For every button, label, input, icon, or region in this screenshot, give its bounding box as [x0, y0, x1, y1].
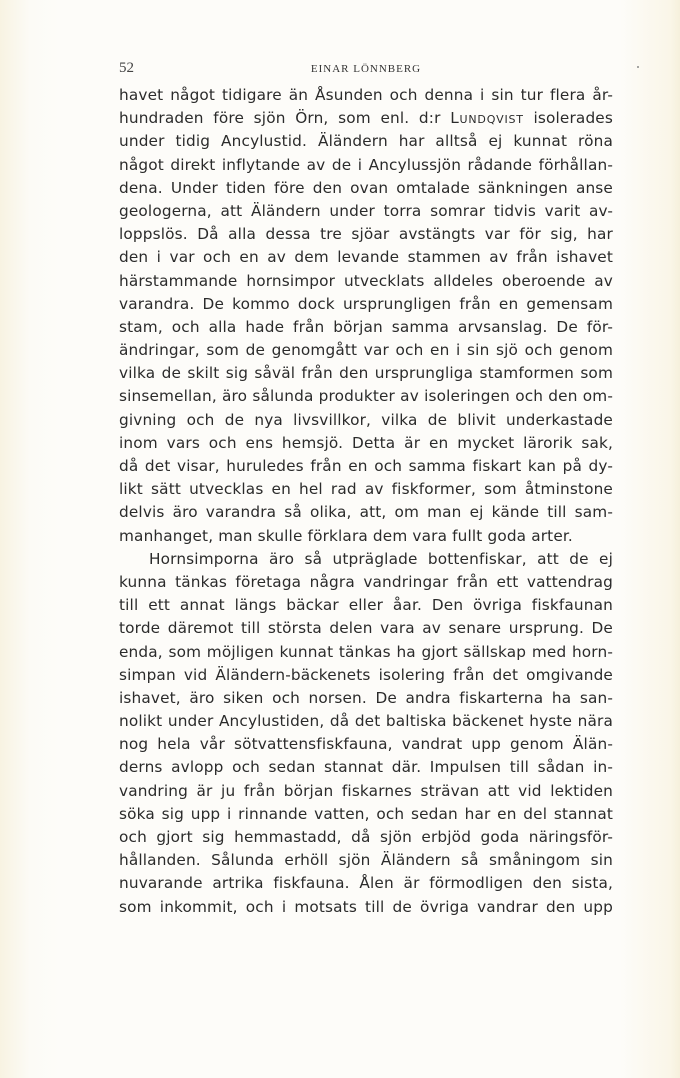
text-line: söka sig upp i rinnande vatten, och sedan har en del stannat [119, 804, 613, 823]
text-line: derns avlopp och sedan stannat där. Impulsen till sådan in- [119, 758, 613, 777]
text-line: den i var och en av dem levande stammen av från ishavet [119, 248, 613, 267]
text-line: ishavet, äro siken och norsen. De andra fiskarterna ha san- [119, 688, 613, 707]
text-line: nolikt under Ancylustiden, då det baltiska bäckenet hyste nära [119, 712, 613, 731]
text-line: något direkt inflytande av de i Ancylussjön rådande förhållan- [119, 155, 613, 174]
text-line: ändringar, som de genomgått var och en i sin sjö och genom [119, 341, 613, 360]
author-name-smallcaps: Lundqvist [450, 109, 524, 128]
text-line: vilka de skilt sig såväl från den ursprungliga stamformen som [119, 364, 613, 383]
text-line: simpan vid Äländern-bäckenets isolering från det omgivande [119, 665, 613, 684]
page-number: 52 [119, 60, 134, 76]
text-line: som inkommit, och i motsats till de övriga vandrar den upp [119, 897, 613, 916]
text-line: havet något tidigare än Åsunden och denna i sin tur flera år- [119, 86, 613, 104]
text-line: inom vars och ens hemsjö. Detta är en mycket lärorik sak, [119, 433, 613, 452]
text-line: sinsemellan, äro sålunda produkter av isoleringen och den om- [119, 387, 613, 406]
text-line-with-smallcaps [119, 107, 613, 130]
text-line: givning och de nya livsvillkor, vilka de blivit underkastade [119, 410, 613, 429]
page-speck [637, 66, 639, 68]
text-line: delvis äro varandra så olika, att, om man ej kände till sam- [119, 503, 613, 522]
text-line: till ett annat längs bäckar eller åar. Den övriga fiskfaunan [119, 596, 613, 615]
text-line: och gjort sig hemmastadd, då sjön erbjöd goda näringsför- [119, 828, 613, 846]
text-segment: isolerades [523, 109, 613, 128]
text-line: då det visar, huruledes från en och samma fiskart kan på dy- [119, 457, 613, 475]
text-line: dena. Under tiden före den ovan omtalade sänkningen anse [119, 178, 613, 197]
text-line: stam, och alla hade från början samma arvsanslag. De för- [119, 317, 613, 336]
text-line-paragraph-start: Hornsimporna äro så utpräglade bottenfiskar, att de ej [149, 549, 613, 568]
text-line: under tidig Ancylustid. Äländern har alltså ej kunnat röna [119, 132, 613, 151]
text-line: enda, som möjligen kunnat tänkas ha gjort sällskap med horn- [119, 642, 613, 661]
page-header [119, 60, 613, 80]
text-line: geologerna, att Äländern under torra somrar tidvis varit av- [119, 201, 613, 220]
text-line: hållanden. Sålunda erhöll sjön Äländern så småningom sin [119, 851, 613, 870]
text-line: nog hela vår sötvattensfiskfauna, vandrat upp genom Älän- [119, 735, 613, 754]
text-line: torde däremot till största delen vara av senare ursprung. De [119, 619, 613, 638]
body-text [119, 84, 613, 919]
text-line: varandra. De kommo dock ursprungligen från en gemensam [119, 294, 613, 313]
text-line: vandring är ju från början fiskarnes strävan att vid lektiden [119, 781, 613, 800]
text-segment: hundraden före sjön Örn, som enl. d:r [119, 109, 451, 128]
text-line: härstammande hornsimpor utvecklats alldeles oberoende av [119, 271, 613, 290]
text-line-paragraph-end: manhanget, man skulle förklara dem vara fullt goda arter. [119, 526, 573, 545]
text-line: likt sätt utvecklas en hel rad av fiskformer, som åtminstone [119, 480, 613, 499]
text-line: loppslös. Då alla dessa tre sjöar avstängts var för sig, har [119, 225, 613, 244]
running-head-author: EINAR LÖNNBERG [310, 63, 422, 75]
text-line: kunna tänkas företaga några vandringar från ett vattendrag [119, 572, 613, 591]
text-line: nuvarande artrika fiskfauna. Ålen är förmodligen den sista, [119, 874, 613, 893]
